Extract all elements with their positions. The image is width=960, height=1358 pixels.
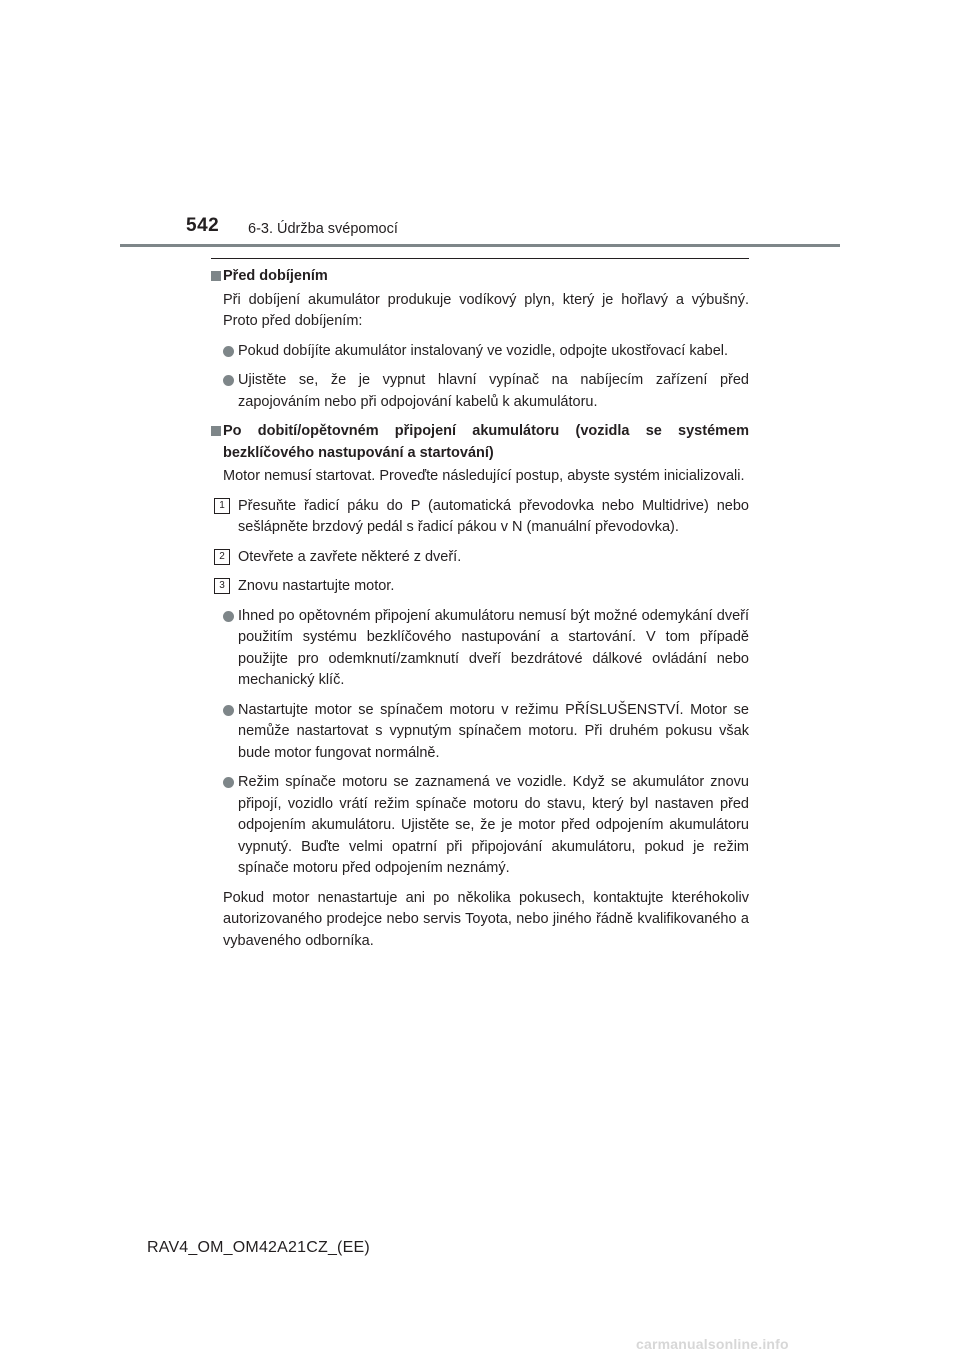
- step-item: [211, 496, 749, 539]
- step-text: Přesuňte řadicí páku do P (automatická převodovka nebo Multidrive) nebo sešlápněte brzdový pedál s řadicí pákou v N (manuální převodovka).: [238, 497, 749, 535]
- section-heading-after-charging: [211, 421, 749, 464]
- section-heading-before-charging: [211, 266, 749, 288]
- list-item-text: Ujistěte se, že je vypnut hlavní vypínač na nabíjecím zařízení před zapojováním nebo při odpojování kabelů k akumulátoru.: [238, 372, 749, 410]
- section-intro: Motor nemusí startovat. Proveďte následující postup, abyste systém inicializovali.: [223, 468, 745, 484]
- list-item-text: Režim spínače motoru se zaznamená ve vozidle. Když se akumulátor znovu připojí, vozidlo vrátí režim spínače motoru do stavu, který byl nastaven před odpojením akumulátoru. Ujistěte se, že je motor před odpojením akumulátoru vypnutý. Buďte velmi opatrní při připojování akumulátoru, pokud je režim spínače motoru před odpojením neznámý.: [238, 774, 749, 876]
- list-item-text: Nastartujte motor se spínačem motoru v režimu PŘÍSLUŠENSTVÍ. Motor se nemůže nastartovat s vypnutým spínačem motoru. Při druhém pokusu však bude motor fungovat normálně.: [238, 701, 749, 761]
- section-intro: Při dobíjení akumulátor produkuje vodíkový plyn, který je hořlavý a výbušný. Proto před dobíjením:: [223, 291, 749, 329]
- circle-bullet-icon: [223, 777, 234, 788]
- section-title: 6-3. Údržba svépomocí: [248, 221, 398, 237]
- square-bullet-icon: [211, 426, 221, 436]
- list-item: [211, 370, 749, 413]
- circle-bullet-icon: [223, 611, 234, 622]
- step-item: [211, 547, 749, 569]
- step-item: [211, 576, 749, 598]
- list-item: [211, 606, 749, 692]
- step-text: Otevřete a zavřete některé z dveří.: [238, 548, 462, 565]
- heading-text: Před dobíjením: [223, 268, 328, 284]
- circle-bullet-icon: [223, 346, 234, 357]
- step-number: 2: [214, 549, 230, 565]
- step-number: 3: [214, 578, 230, 594]
- list-item-text: Pokud dobíjíte akumulátor instalovaný ve vozidle, odpojte ukostřovací kabel.: [238, 342, 729, 359]
- list-item: [211, 341, 749, 363]
- square-bullet-icon: [211, 271, 221, 281]
- list-item: [211, 700, 749, 765]
- content-divider: [211, 258, 749, 259]
- page-content: [211, 266, 749, 952]
- list-item: [211, 772, 749, 880]
- step-number: 1: [214, 498, 230, 514]
- step-text: Znovu nastartujte motor.: [238, 578, 395, 594]
- document-code: RAV4_OM_OM42A21CZ_(EE): [147, 1239, 370, 1256]
- header-divider: [120, 244, 840, 247]
- circle-bullet-icon: [223, 705, 234, 716]
- heading-text: Po dobití/opětovném připojení akumulátoru (vozidla se systémem bezklíčového nastupování a startování): [223, 423, 749, 461]
- page-number: 542: [186, 215, 220, 236]
- watermark: carmanualsonline.info: [636, 1336, 789, 1352]
- circle-bullet-icon: [223, 375, 234, 386]
- closing-paragraph: Pokud motor nenastartuje ani po několika pokusech, kontaktujte kteréhokoliv autorizovaného prodejce nebo servis Toyota, nebo jiného řádně kvalifikovaného a vybaveného odborníka.: [223, 889, 749, 949]
- list-item-text: Ihned po opětovném připojení akumulátoru nemusí být možné odemykání dveří použitím systému bezklíčového nastupování a startování. V tom případě použijte pro odemknutí/zamknutí dveří bezdrátové dálkové ovládání nebo mechanický klíč.: [238, 607, 749, 688]
